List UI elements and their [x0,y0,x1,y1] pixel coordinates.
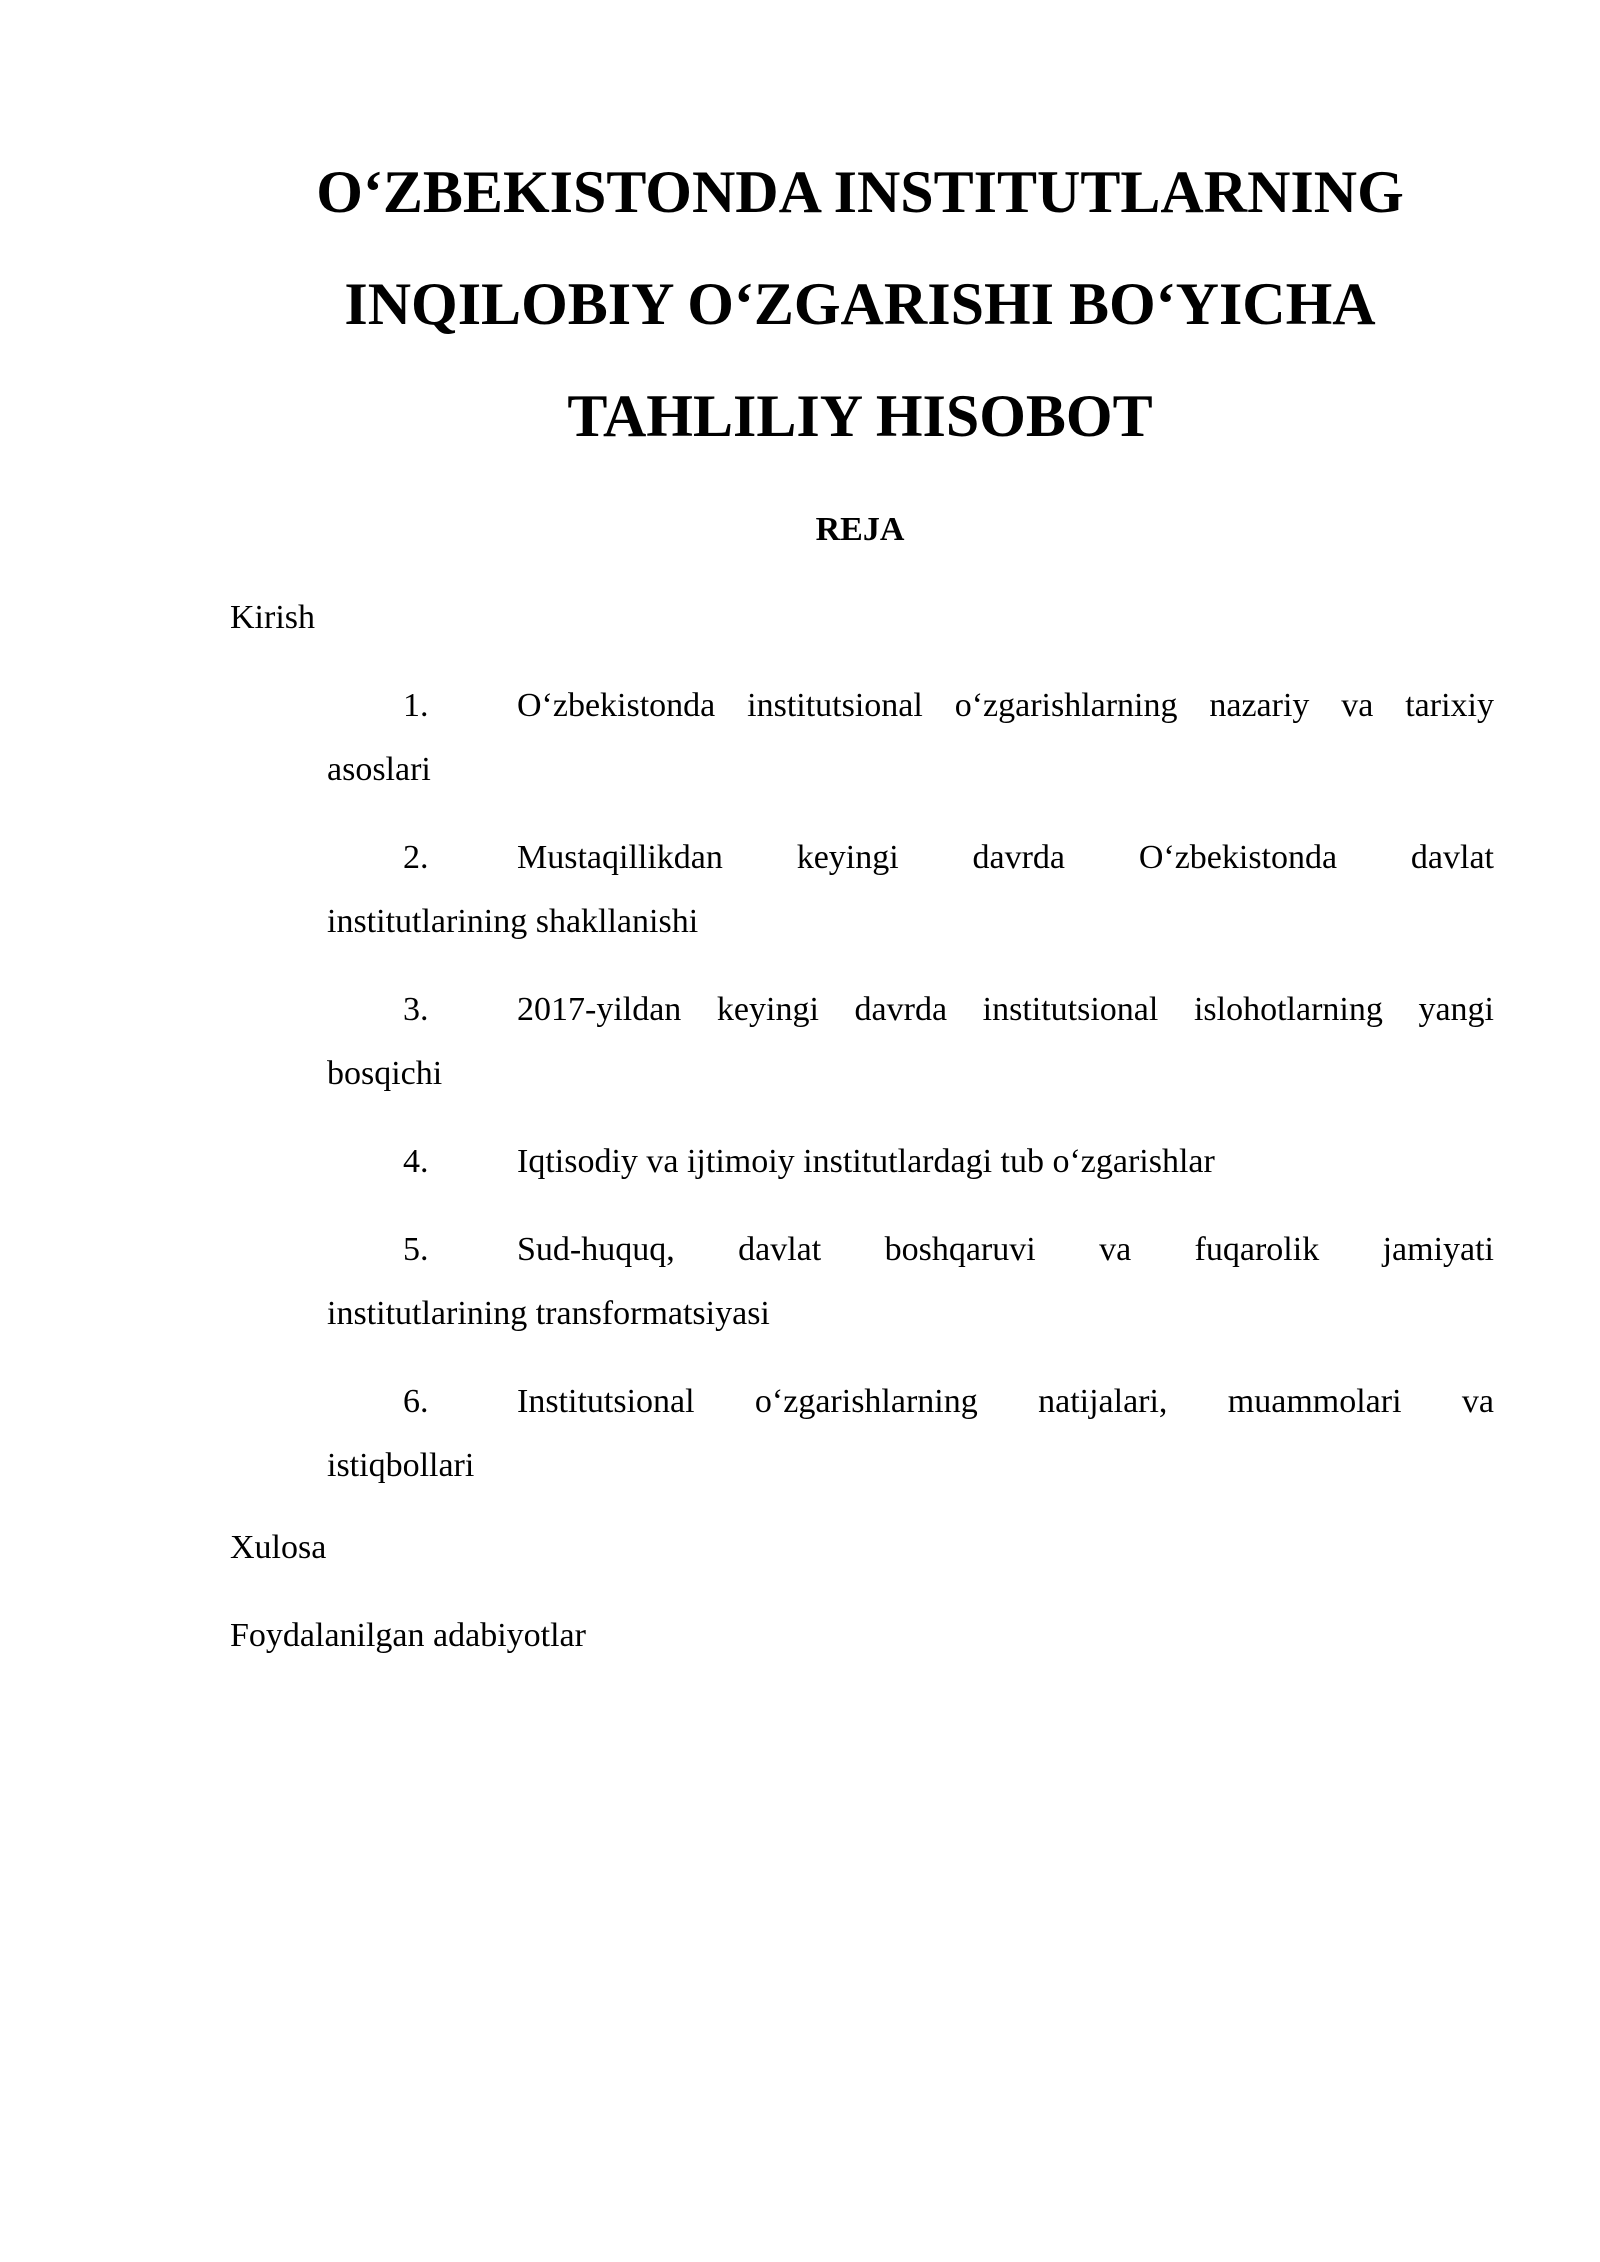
plan-item-continuation: asoslari [327,751,431,788]
title-line-2: INQILOBIY O‘ZGARISHI BO‘YICHA [344,271,1376,337]
plan-item-3 [327,978,1494,1106]
plan-item-6 [327,1370,1494,1498]
plan-item-text: O‘zbekistonda institutsional o‘zgarishlarning nazariy va tarixiy [517,687,1494,724]
plan-item-2 [327,826,1494,954]
plan-item-text: Institutsional o‘zgarishlarning natijalari, muammolari va [517,1383,1494,1420]
plan-item-4 [327,1130,1494,1194]
plan-item-continuation: bosqichi [327,1055,443,1092]
plan-item-number: 5. [403,1231,429,1268]
plan-item-continuation: institutlarining transformatsiyasi [327,1295,770,1332]
plan-item-number: 2. [403,839,429,876]
plan-item-text: Sud-huquq, davlat boshqaruvi va fuqarolik jamiyati [517,1231,1494,1268]
plan-item-number: 1. [403,687,429,724]
title-line-3: TAHLILIY HISOBOT [567,383,1153,449]
plan-item-number: 3. [403,991,429,1028]
plan-item-5 [327,1218,1494,1346]
conclusion-item: Xulosa [230,1529,327,1566]
plan-item-continuation: institutlarining shakllanishi [327,903,699,940]
plan-item-text: Mustaqillikdan keyingi davrda O‘zbekistonda davlat [517,839,1494,876]
plan-item-text: Iqtisodiy va ijtimoiy institutlardagi tub o‘zgarishlar [517,1143,1215,1180]
intro-item: Kirish [230,599,315,636]
references-item: Foydalanilgan adabiyotlar [230,1617,586,1654]
plan-item-1 [327,674,1494,802]
title-line-1: O‘ZBEKISTONDA INSTITUTLARNING [316,159,1404,225]
plan-heading: REJA [815,511,905,548]
plan-item-number: 6. [403,1383,429,1420]
plan-item-number: 4. [403,1143,429,1180]
plan-item-continuation: istiqbollari [327,1447,475,1484]
plan-item-text: 2017-yildan keyingi davrda institutsional islohotlarning yangi [517,991,1494,1028]
